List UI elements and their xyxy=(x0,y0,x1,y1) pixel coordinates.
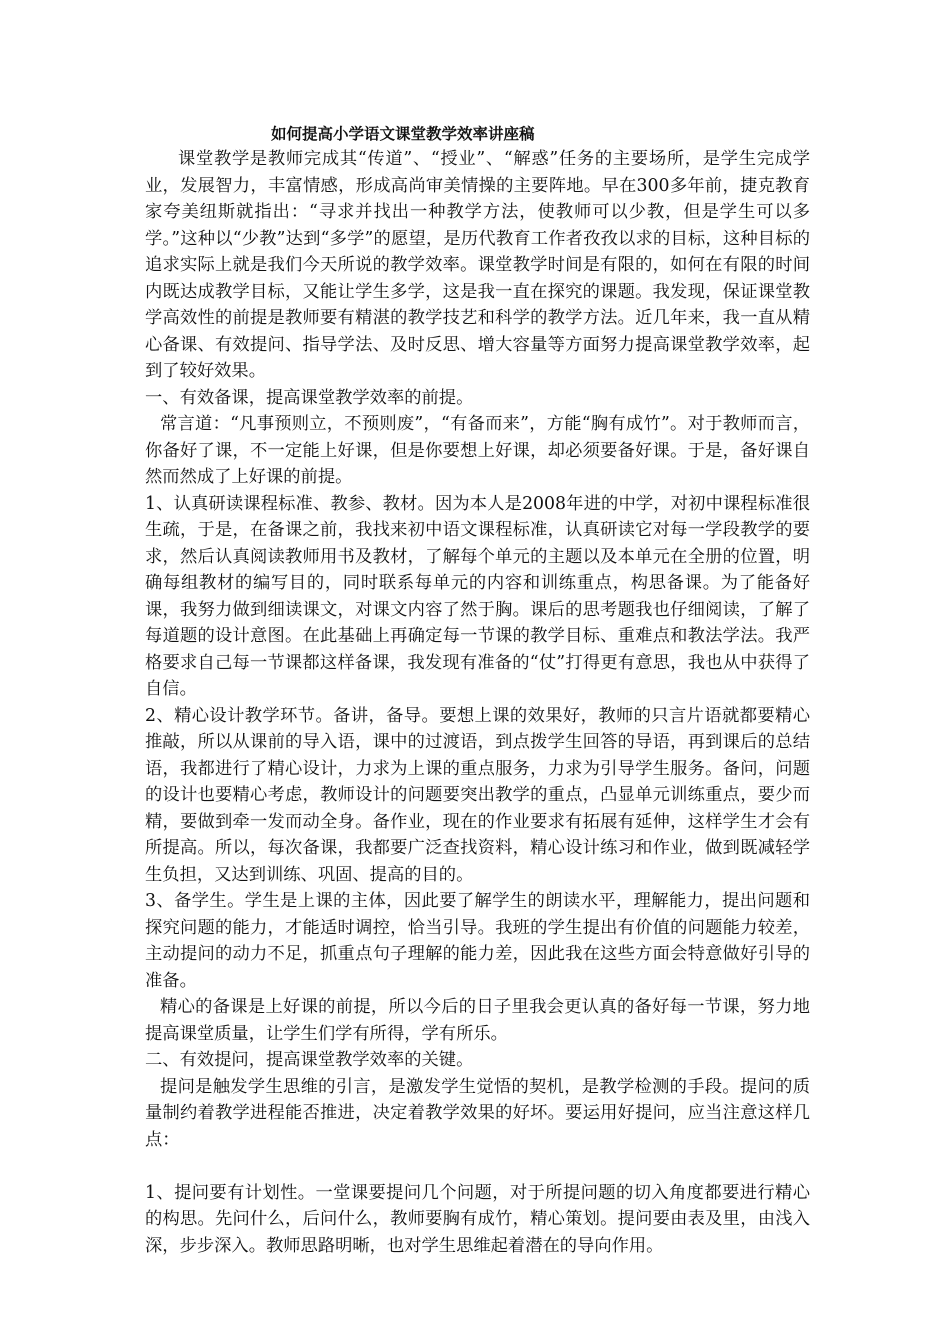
intro-paragraph: 课堂教学是教师完成其“传道”、“授业”、“解惑”任务的主要场所，是学生完成学业，发展智力，丰富情感，形成高尚审美情操的主要阵地。早在300多年前，捷克教育家夸美纽斯就指出：“寻求并找出一种教学方法，使教师可以少教，但是学生可以多学。”这种以“少教”达到“多学”的愿望，是历代教育工作者孜孜以求的目标，这种目标的追求实际上就是我们今天所说的教学效率。课堂教学时间是有限的，如何在有限的时间内既达成教学目标，又能让学生多学，这是我一直在探究的课题。我发现，保证课堂教学高效性的前提是教师要有精湛的教学技艺和科学的教学方法。近几年来，我一直从精心备课、有效提问、指导学法、及时反思、增大容量等方面努力提高课堂教学效率，起到了较好效果。 xyxy=(145,149,810,381)
paragraph: 提问是触发学生思维的引言，是激发学生觉悟的契机，是教学检测的手段。提问的质量制约着教学进程能否推进，决定着教学效果的好坏。要运用好提问，应当注意这样几点： xyxy=(145,1076,810,1150)
blank-line xyxy=(145,1153,810,1180)
section-heading-1: 一、有效备课，提高课堂教学效率的前提。 xyxy=(145,387,474,408)
section-heading-2: 二、有效提问，提高课堂教学效率的关键。 xyxy=(145,1050,474,1070)
paragraph: 1、提问要有计划性。一堂课要提问几个问题，对于所提问题的切入角度都要进行精心的构思。先问什么，后问什么，教师要胸有成竹，精心策划。提问要由表及里，由浅入深，步步深入。教师思路明晰，也对学生思维起着潜在的导向作用。 xyxy=(145,1182,810,1256)
document-title: 如何提高小学语文课堂教学效率讲座稿 xyxy=(271,125,535,143)
paragraph: 常言道：“凡事预则立，不预则废”，“有备而来”，方能“胸有成竹”。对于教师而言，你备好了课，不一定能上好课，但是你要想上好课，却必须要备好课。于是，备好课自然而然成了上好课的前提。 xyxy=(145,414,810,487)
paragraph: 3、备学生。学生是上课的主体，因此要了解学生的朗读水平，理解能力，提出问题和探究问题的能力，才能适时调控，恰当引导。我班的学生提出有价值的问题能力较差，主动提问的动力不足，抓重点句子理解的能力差，因此我在这些方面会特意做好引导的准备。 xyxy=(145,891,810,991)
paragraph: 2、精心设计教学环节。备讲，备导。要想上课的效果好，教师的只言片语就都要精心推敲，所以从课前的导入语，课中的过渡语，到点拨学生回答的导语，再到课后的总结语，我都进行了精心设计，力求为上课的重点服务，力求为引导学生服务。备问，问题的设计也要精心考虑，教师设计的问题要突出教学的重点，凸显单元训练重点，要少而精，要做到牵一发而动全身。备作业，现在的作业要求有拓展有延伸，这样学生才会有所提高。所以，每次备课，我都要广泛查找资料，精心设计练习和作业，做到既减轻学生负担，又达到训练、巩固、提高的目的。 xyxy=(145,705,810,885)
paragraph: 1、认真研读课程标准、教参、教材。因为本人是2008年进的中学，对初中课程标准很生疏，于是，在备课之前，我找来初中语文课程标准，认真研读它对每一学段教学的要求，然后认真阅读教师用书及教材，了解每个单元的主题以及本单元在全册的位置，明确每组教材的编写目的，同时联系每单元的内容和训练重点，构思备课。为了能备好课，我努力做到细读课文，对课文内容了然于胸。课后的思考题我也仔细阅读，了解了每道题的设计意图。在此基础上再确定每一节课的教学目标、重难点和教法学法。我严格要求自己每一节课都这样备课，我发现有准备的“仗”打得更有意思，我也从中获得了自信。 xyxy=(145,493,810,699)
paragraph: 精心的备课是上好课的前提，所以今后的日子里我会更认真的备好每一节课，努力地提高课堂质量，让学生们学有所得，学有所乐。 xyxy=(145,997,810,1044)
document-page xyxy=(145,122,810,1259)
